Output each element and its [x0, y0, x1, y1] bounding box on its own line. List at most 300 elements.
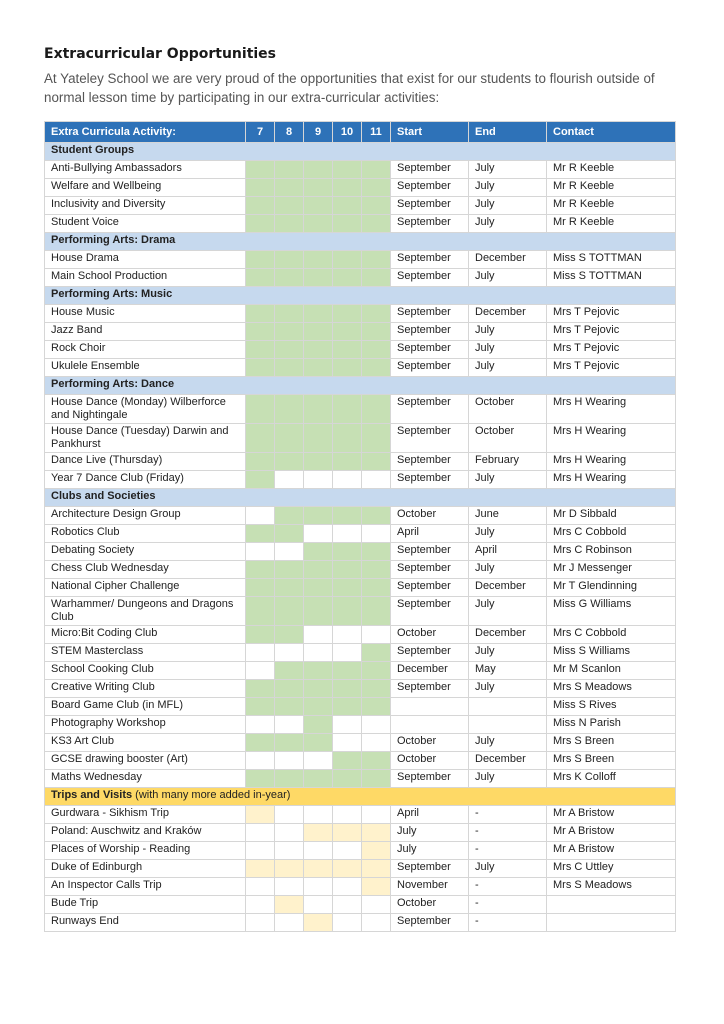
- section-title: [45, 233, 676, 251]
- start-cell: September: [391, 860, 469, 878]
- year-11-cell: [362, 161, 391, 179]
- year-10-cell: [333, 914, 362, 932]
- section-title: [45, 489, 676, 507]
- start-cell: October: [391, 507, 469, 525]
- start-cell: September: [391, 644, 469, 662]
- activity-cell: House Dance (Tuesday) Darwin and Pankhurst: [45, 424, 246, 453]
- year-7-cell: [246, 305, 275, 323]
- start-cell: September: [391, 215, 469, 233]
- activity-cell: Poland: Auschwitz and Kraków: [45, 824, 246, 842]
- intro-paragraph: At Yateley School we are very proud of the opportunities that exist for our students to flourish outside of normal lesson time by participating in our extra-curricular activities:: [44, 71, 655, 105]
- start-cell: October: [391, 752, 469, 770]
- activity-cell: Creative Writing Club: [45, 680, 246, 698]
- end-cell: April: [469, 543, 547, 561]
- year-11-cell: [362, 341, 391, 359]
- end-cell: July: [469, 179, 547, 197]
- year-11-cell: [362, 453, 391, 471]
- section-title: [45, 143, 676, 161]
- start-cell: September: [391, 579, 469, 597]
- year-11-cell: [362, 680, 391, 698]
- year-8-cell: [275, 680, 304, 698]
- activity-cell: Board Game Club (in MFL): [45, 698, 246, 716]
- year-7-cell: [246, 525, 275, 543]
- year-7-cell: [246, 770, 275, 788]
- section-title-text: Performing Arts: Drama: [51, 234, 176, 246]
- year-7-cell: [246, 543, 275, 561]
- section-header-row: [45, 233, 676, 251]
- year-8-cell: [275, 644, 304, 662]
- table-row: [45, 161, 676, 179]
- year-10-cell: [333, 269, 362, 287]
- contact-cell: Mrs H Wearing: [547, 395, 676, 424]
- start-cell: September: [391, 359, 469, 377]
- year-10-cell: [333, 680, 362, 698]
- year-8-cell: [275, 734, 304, 752]
- year-9-cell: [304, 525, 333, 543]
- activity-cell: Debating Society: [45, 543, 246, 561]
- activity-cell: Duke of Edinburgh: [45, 860, 246, 878]
- year-7-cell: [246, 662, 275, 680]
- activity-cell: Jazz Band: [45, 323, 246, 341]
- end-cell: July: [469, 269, 547, 287]
- end-cell: July: [469, 525, 547, 543]
- section-header-row: [45, 489, 676, 507]
- table-row: [45, 896, 676, 914]
- year-9-cell: [304, 471, 333, 489]
- year-10-cell: [333, 626, 362, 644]
- year-8-cell: [275, 305, 304, 323]
- activity-cell: Inclusivity and Diversity: [45, 197, 246, 215]
- table-header-row: [45, 122, 676, 143]
- year-8-cell: [275, 525, 304, 543]
- year-11-cell: [362, 662, 391, 680]
- end-cell: December: [469, 579, 547, 597]
- year-7-cell: [246, 269, 275, 287]
- table-row: [45, 525, 676, 543]
- year-11-cell: [362, 770, 391, 788]
- contact-cell: Mrs S Meadows: [547, 878, 676, 896]
- year-10-cell: [333, 752, 362, 770]
- activity-cell: Warhammer/ Dungeons and Dragons Club: [45, 597, 246, 626]
- end-cell: July: [469, 161, 547, 179]
- activity-cell: Student Voice: [45, 215, 246, 233]
- year-10-cell: [333, 896, 362, 914]
- start-cell: September: [391, 197, 469, 215]
- contact-cell: Mrs H Wearing: [547, 453, 676, 471]
- end-cell: July: [469, 561, 547, 579]
- year-9-cell: [304, 680, 333, 698]
- year-9-cell: [304, 716, 333, 734]
- table-row: [45, 770, 676, 788]
- year-11-cell: [362, 269, 391, 287]
- activity-cell: School Cooking Club: [45, 662, 246, 680]
- year-8-cell: [275, 716, 304, 734]
- section-title-text: Trips and Visits: [51, 789, 133, 801]
- year-9-cell: [304, 579, 333, 597]
- year-7-cell: [246, 179, 275, 197]
- table-row: [45, 323, 676, 341]
- end-cell: February: [469, 453, 547, 471]
- year-11-cell: [362, 543, 391, 561]
- year-10-cell: [333, 424, 362, 453]
- year-10-cell: [333, 698, 362, 716]
- start-cell: September: [391, 305, 469, 323]
- year-8-cell: [275, 269, 304, 287]
- section-title: [45, 287, 676, 305]
- start-cell: September: [391, 543, 469, 561]
- year-10-cell: [333, 179, 362, 197]
- year-8-cell: [275, 395, 304, 424]
- year-11-cell: [362, 824, 391, 842]
- year-10-cell: [333, 878, 362, 896]
- year-9-cell: [304, 896, 333, 914]
- end-cell: October: [469, 424, 547, 453]
- table-row: [45, 644, 676, 662]
- year-11-cell: [362, 860, 391, 878]
- start-cell: [391, 716, 469, 734]
- start-cell: September: [391, 914, 469, 932]
- year-10-cell: [333, 662, 362, 680]
- year-11-cell: [362, 359, 391, 377]
- contact-cell: Mrs C Cobbold: [547, 525, 676, 543]
- year-7-cell: [246, 626, 275, 644]
- year-7-cell: [246, 424, 275, 453]
- end-cell: July: [469, 680, 547, 698]
- activity-cell: Ukulele Ensemble: [45, 359, 246, 377]
- year-7-cell: [246, 597, 275, 626]
- year-9-cell: [304, 507, 333, 525]
- year-7-cell: [246, 644, 275, 662]
- year-8-cell: [275, 579, 304, 597]
- year-11-cell: [362, 395, 391, 424]
- contact-cell: Mr J Messenger: [547, 561, 676, 579]
- year-11-cell: [362, 215, 391, 233]
- year-9-cell: [304, 698, 333, 716]
- start-cell: September: [391, 341, 469, 359]
- end-cell: -: [469, 878, 547, 896]
- year-7-cell: [246, 860, 275, 878]
- year-10-cell: [333, 770, 362, 788]
- start-cell: September: [391, 680, 469, 698]
- section-header-row: [45, 788, 676, 806]
- header-end: End: [469, 122, 547, 143]
- year-7-cell: [246, 323, 275, 341]
- start-cell: September: [391, 395, 469, 424]
- header-contact: Contact: [547, 122, 676, 143]
- table-row: [45, 662, 676, 680]
- end-cell: May: [469, 662, 547, 680]
- year-8-cell: [275, 179, 304, 197]
- table-row: [45, 752, 676, 770]
- contact-cell: Mrs C Cobbold: [547, 626, 676, 644]
- year-9-cell: [304, 734, 333, 752]
- end-cell: July: [469, 734, 547, 752]
- table-row: [45, 197, 676, 215]
- end-cell: July: [469, 860, 547, 878]
- table-row: [45, 878, 676, 896]
- year-7-cell: [246, 251, 275, 269]
- table-row: [45, 824, 676, 842]
- year-11-cell: [362, 842, 391, 860]
- year-10-cell: [333, 579, 362, 597]
- year-8-cell: [275, 597, 304, 626]
- contact-cell: Mrs S Meadows: [547, 680, 676, 698]
- year-9-cell: [304, 269, 333, 287]
- year-10-cell: [333, 824, 362, 842]
- end-cell: [469, 698, 547, 716]
- year-10-cell: [333, 471, 362, 489]
- year-10-cell: [333, 806, 362, 824]
- contact-cell: Miss S Rives: [547, 698, 676, 716]
- end-cell: July: [469, 323, 547, 341]
- section-title-text: Clubs and Societies: [51, 490, 156, 502]
- table-row: [45, 453, 676, 471]
- activity-cell: STEM Masterclass: [45, 644, 246, 662]
- year-9-cell: [304, 914, 333, 932]
- activity-cell: Runways End: [45, 914, 246, 932]
- year-8-cell: [275, 215, 304, 233]
- start-cell: October: [391, 734, 469, 752]
- year-8-cell: [275, 752, 304, 770]
- year-7-cell: [246, 824, 275, 842]
- year-8-cell: [275, 878, 304, 896]
- table-row: [45, 561, 676, 579]
- section-title-text: Student Groups: [51, 144, 135, 156]
- year-7-cell: [246, 878, 275, 896]
- contact-cell: Mr A Bristow: [547, 842, 676, 860]
- contact-cell: Mrs K Colloff: [547, 770, 676, 788]
- section-header-row: [45, 377, 676, 395]
- year-11-cell: [362, 471, 391, 489]
- start-cell: September: [391, 561, 469, 579]
- end-cell: July: [469, 597, 547, 626]
- year-10-cell: [333, 215, 362, 233]
- start-cell: September: [391, 161, 469, 179]
- year-7-cell: [246, 507, 275, 525]
- start-cell: December: [391, 662, 469, 680]
- year-10-cell: [333, 251, 362, 269]
- activity-cell: An Inspector Calls Trip: [45, 878, 246, 896]
- year-8-cell: [275, 359, 304, 377]
- contact-cell: Miss G Williams: [547, 597, 676, 626]
- year-11-cell: [362, 323, 391, 341]
- year-8-cell: [275, 824, 304, 842]
- year-10-cell: [333, 323, 362, 341]
- contact-cell: Mr A Bristow: [547, 824, 676, 842]
- section-title-text: Performing Arts: Dance: [51, 378, 175, 390]
- year-11-cell: [362, 698, 391, 716]
- header-year-8: 8: [275, 122, 304, 143]
- section-title: [45, 788, 676, 806]
- year-8-cell: [275, 341, 304, 359]
- year-11-cell: [362, 525, 391, 543]
- year-7-cell: [246, 561, 275, 579]
- end-cell: December: [469, 626, 547, 644]
- start-cell: September: [391, 471, 469, 489]
- year-10-cell: [333, 395, 362, 424]
- year-8-cell: [275, 860, 304, 878]
- year-8-cell: [275, 471, 304, 489]
- year-10-cell: [333, 507, 362, 525]
- year-10-cell: [333, 734, 362, 752]
- year-7-cell: [246, 752, 275, 770]
- activity-cell: National Cipher Challenge: [45, 579, 246, 597]
- contact-cell: Mrs T Pejovic: [547, 305, 676, 323]
- year-11-cell: [362, 424, 391, 453]
- contact-cell: Mr R Keeble: [547, 215, 676, 233]
- year-9-cell: [304, 179, 333, 197]
- contact-cell: Miss S Williams: [547, 644, 676, 662]
- activity-cell: KS3 Art Club: [45, 734, 246, 752]
- start-cell: October: [391, 896, 469, 914]
- year-9-cell: [304, 424, 333, 453]
- end-cell: [469, 716, 547, 734]
- header-start: Start: [391, 122, 469, 143]
- year-10-cell: [333, 359, 362, 377]
- year-9-cell: [304, 806, 333, 824]
- table-row: [45, 341, 676, 359]
- year-11-cell: [362, 626, 391, 644]
- activity-cell: House Dance (Monday) Wilberforce and Nightingale: [45, 395, 246, 424]
- table-row: [45, 734, 676, 752]
- year-10-cell: [333, 644, 362, 662]
- table-row: [45, 579, 676, 597]
- start-cell: November: [391, 878, 469, 896]
- start-cell: September: [391, 323, 469, 341]
- contact-cell: Mr M Scanlon: [547, 662, 676, 680]
- year-7-cell: [246, 680, 275, 698]
- table-row: [45, 543, 676, 561]
- activity-cell: Rock Choir: [45, 341, 246, 359]
- year-7-cell: [246, 215, 275, 233]
- year-7-cell: [246, 395, 275, 424]
- year-9-cell: [304, 770, 333, 788]
- year-9-cell: [304, 752, 333, 770]
- contact-cell: Mrs S Breen: [547, 752, 676, 770]
- end-cell: -: [469, 896, 547, 914]
- section-title: [45, 377, 676, 395]
- end-cell: July: [469, 359, 547, 377]
- activity-cell: Gurdwara - Sikhism Trip: [45, 806, 246, 824]
- year-9-cell: [304, 597, 333, 626]
- activity-cell: Micro:Bit Coding Club: [45, 626, 246, 644]
- end-cell: -: [469, 914, 547, 932]
- activity-cell: GCSE drawing booster (Art): [45, 752, 246, 770]
- year-11-cell: [362, 806, 391, 824]
- year-8-cell: [275, 561, 304, 579]
- activity-cell: Chess Club Wednesday: [45, 561, 246, 579]
- end-cell: December: [469, 305, 547, 323]
- year-7-cell: [246, 698, 275, 716]
- year-9-cell: [304, 860, 333, 878]
- contact-cell: Mrs H Wearing: [547, 471, 676, 489]
- table-row: [45, 471, 676, 489]
- year-11-cell: [362, 305, 391, 323]
- year-11-cell: [362, 878, 391, 896]
- year-11-cell: [362, 561, 391, 579]
- table-row: [45, 842, 676, 860]
- table-row: [45, 860, 676, 878]
- year-7-cell: [246, 842, 275, 860]
- contact-cell: Mrs T Pejovic: [547, 359, 676, 377]
- contact-cell: Mrs C Robinson: [547, 543, 676, 561]
- header-year-11: 11: [362, 122, 391, 143]
- start-cell: September: [391, 453, 469, 471]
- year-7-cell: [246, 716, 275, 734]
- contact-cell: Mr R Keeble: [547, 197, 676, 215]
- year-9-cell: [304, 662, 333, 680]
- year-9-cell: [304, 878, 333, 896]
- year-9-cell: [304, 251, 333, 269]
- year-10-cell: [333, 716, 362, 734]
- year-8-cell: [275, 806, 304, 824]
- section-header-row: [45, 287, 676, 305]
- start-cell: April: [391, 525, 469, 543]
- section-note: (with many more added in-year): [132, 789, 291, 801]
- start-cell: July: [391, 842, 469, 860]
- year-7-cell: [246, 359, 275, 377]
- header-activity: Extra Curricula Activity:: [45, 122, 246, 143]
- activity-cell: House Drama: [45, 251, 246, 269]
- activity-cell: Robotics Club: [45, 525, 246, 543]
- end-cell: December: [469, 251, 547, 269]
- header-year-9: 9: [304, 122, 333, 143]
- year-8-cell: [275, 914, 304, 932]
- contact-cell: Mr R Keeble: [547, 161, 676, 179]
- table-row: [45, 395, 676, 424]
- contact-cell: Mr R Keeble: [547, 179, 676, 197]
- year-8-cell: [275, 323, 304, 341]
- year-9-cell: [304, 543, 333, 561]
- section-header-row: [45, 143, 676, 161]
- year-11-cell: [362, 644, 391, 662]
- year-10-cell: [333, 561, 362, 579]
- contact-cell: [547, 914, 676, 932]
- year-10-cell: [333, 597, 362, 626]
- activity-cell: Year 7 Dance Club (Friday): [45, 471, 246, 489]
- table-row: [45, 424, 676, 453]
- header-year-7: 7: [246, 122, 275, 143]
- start-cell: October: [391, 626, 469, 644]
- year-9-cell: [304, 161, 333, 179]
- year-10-cell: [333, 525, 362, 543]
- year-11-cell: [362, 752, 391, 770]
- end-cell: December: [469, 752, 547, 770]
- year-7-cell: [246, 161, 275, 179]
- year-9-cell: [304, 453, 333, 471]
- start-cell: September: [391, 770, 469, 788]
- start-cell: April: [391, 806, 469, 824]
- header-year-10: 10: [333, 122, 362, 143]
- table-row: [45, 914, 676, 932]
- year-11-cell: [362, 197, 391, 215]
- year-11-cell: [362, 716, 391, 734]
- year-7-cell: [246, 896, 275, 914]
- table-row: [45, 680, 676, 698]
- end-cell: -: [469, 824, 547, 842]
- contact-cell: Mrs T Pejovic: [547, 341, 676, 359]
- activity-cell: Anti-Bullying Ambassadors: [45, 161, 246, 179]
- year-10-cell: [333, 161, 362, 179]
- end-cell: -: [469, 842, 547, 860]
- contact-cell: Mr T Glendinning: [547, 579, 676, 597]
- year-8-cell: [275, 842, 304, 860]
- year-8-cell: [275, 161, 304, 179]
- end-cell: July: [469, 471, 547, 489]
- year-9-cell: [304, 395, 333, 424]
- year-7-cell: [246, 806, 275, 824]
- table-row: [45, 698, 676, 716]
